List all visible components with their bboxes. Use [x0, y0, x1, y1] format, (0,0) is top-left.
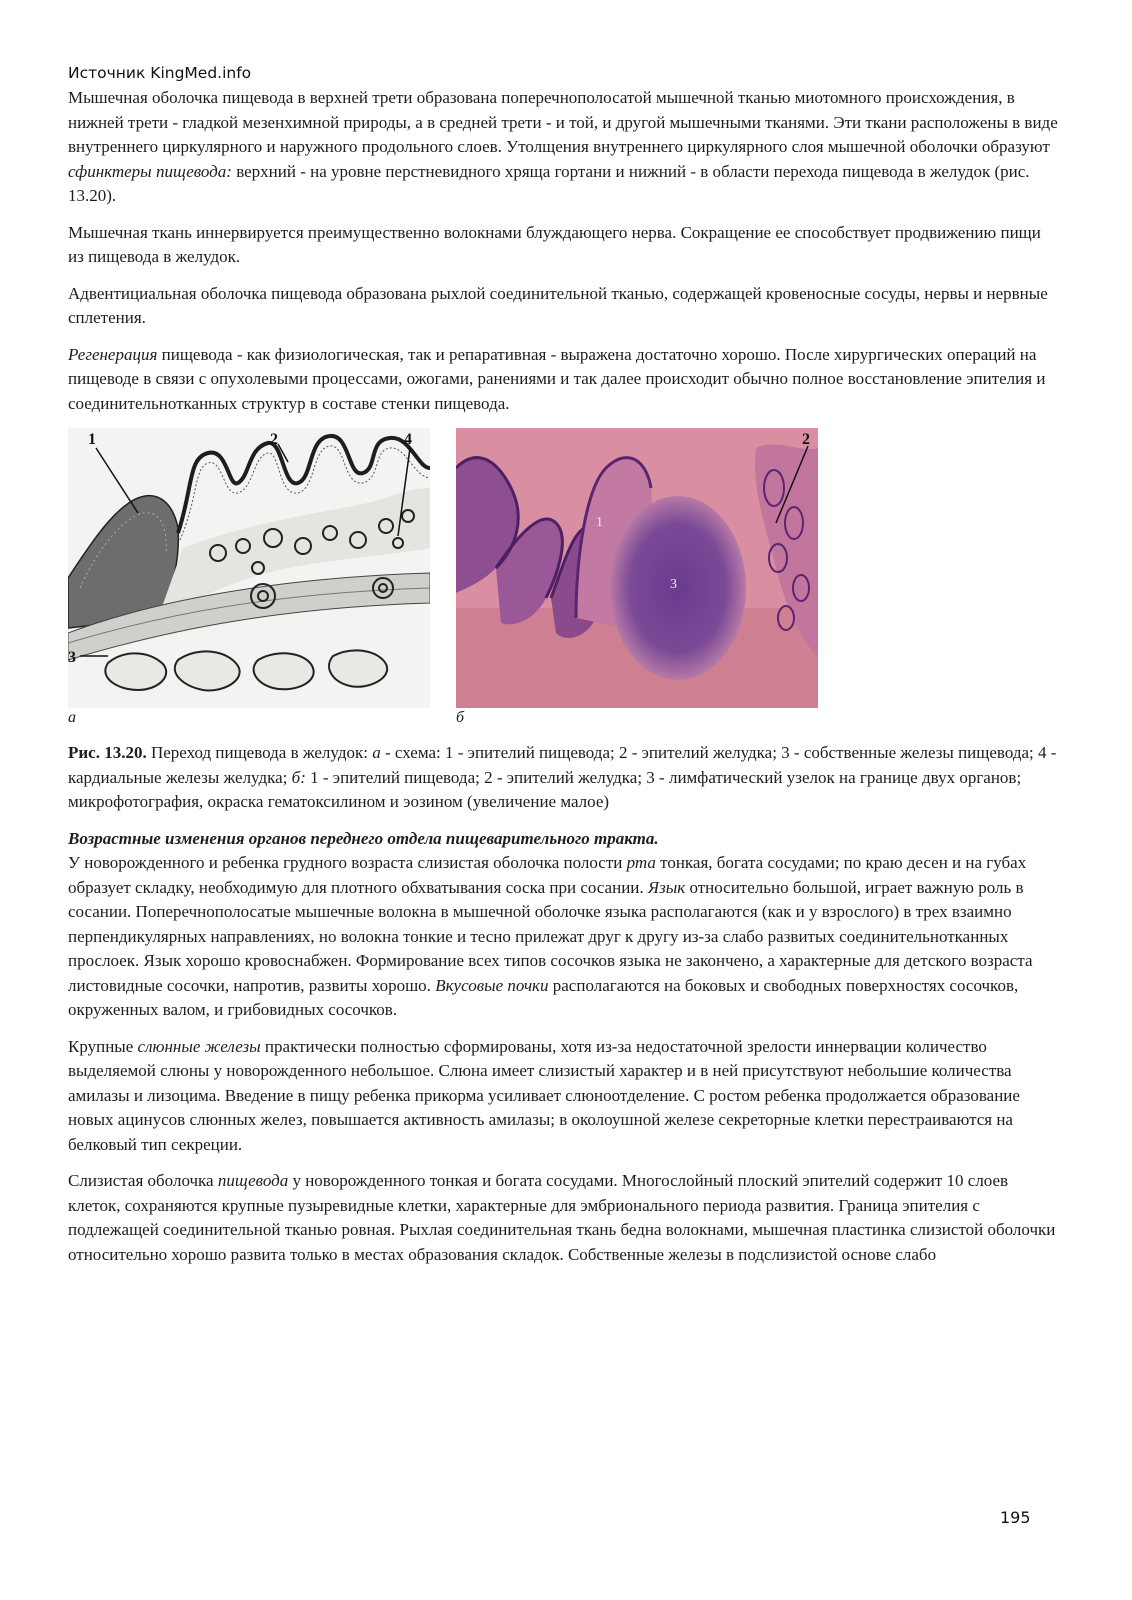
text-run: Слизистая оболочка	[68, 1171, 218, 1190]
term-taste-buds: Вкусовые почки	[435, 975, 549, 995]
figure-label-a: а	[68, 709, 76, 726]
text-run: у новорожденного тонкая и богата сосудами. Многослойный плоский эпителий содержит 10 слоев клеток, сохраняются крупные пузыревидные клетки, характерные для эмбрионального периода развития. Граница эпителия с подлежащей соединительной тканью ровная. Рыхлая соединительная ткань бедна волокнами, мышечная пластинка слизистой оболочки относительно хорошо развита только в местах образования складок. Собственные железы в подслизистой основе слабо	[68, 1171, 1056, 1264]
text-run: У новорожденного и ребенка грудного возраста слизистая оболочка полости	[68, 853, 627, 872]
text-run: Переход пищевода в желудок:	[146, 743, 373, 762]
text-run: 1 - эпителий пищевода; 2 - эпителий желудка; 3 - лимфатический узелок на границе двух органов; микрофотография, окраска гематоксилином и эозином (увеличение малое)	[68, 767, 1022, 811]
figure-caption	[68, 741, 1058, 815]
caption-label: Рис. 13.20.	[68, 743, 147, 762]
scheme-image	[68, 428, 430, 708]
text-run: - схема: 1 - эпителий пищевода; 2 - эпителий желудка; 3 - собственные железы пищевода; 4 - кардиальные железы желудка;	[68, 743, 1057, 787]
scheme-label-2: 2	[270, 431, 278, 448]
paragraph-adventitia: Адвентициальная оболочка пищевода образована рыхлой соединительной тканью, содержащей кровеносные сосуды, нервы и нервные сплетения.	[68, 283, 1048, 327]
caption-em: а	[372, 743, 381, 762]
page-number: 195	[1000, 1508, 1031, 1527]
figure-13-20	[68, 428, 1058, 733]
figure-label-b: б	[456, 709, 465, 726]
term-tongue: Язык	[647, 877, 686, 897]
photo-label-3: 3	[670, 577, 677, 592]
text-run: Мышечная оболочка пищевода в верхней трети образована поперечнополосатой мышечной тканью миотомного происхождения, в нижней трети - гладкой мезенхимной природы, а в средней трети - и той, и другой мышечными тканями. Эти ткани расположены в виде внутреннего циркулярного и наружного продольного слоев. Утолщения внутреннего циркулярного слоя мышечной оболочки образуют	[68, 88, 1058, 156]
photo-label-1: 1	[596, 515, 603, 530]
text-run: верхний - на уровне перстневидного хряща гортани и нижний - в области перехода пищевода в желудок (рис. 13.20).	[68, 161, 1030, 205]
scheme-label-4: 4	[404, 431, 412, 448]
text-run: пищевода - как физиологическая, так и репаративная - выражена достаточно хорошо. После хирургических операций на пищеводе в связи с опухолевыми процессами, ожогами, ранениями и так далее происходит обычно полное восстановление эпителия и соединительнотканных структур в составе стенки пищевода.	[68, 344, 1046, 413]
paragraph-age-changes-mouth	[68, 827, 1058, 1023]
term-sphincters: сфинктеры пищевода:	[68, 161, 232, 181]
text-run: тонкая, богата сосудами; по краю десен и на губах образует складку, необходимую для плотного обхватывания соска при сосании.	[68, 853, 1027, 897]
text-run: относительно большой, играет важную роль в сосании. Поперечнополосатые мышечные волокна в мышечной оболочке языка располагаются (как и у взрослого) в трех взаимно перпендикулярных направлениях, но волокна тонкие и тесно прилежат друг к другу из-за слабо развитых соединительнотканных прослоек. Язык хорошо кровоснабжен. Формирование всех типов сосочков языка не закончено, а характерные для детского возраста листовидные сосочки, напротив, развиты хорошо.	[68, 877, 1033, 995]
page-content	[68, 62, 1058, 1279]
term-esophagus: пищевода	[217, 1171, 289, 1190]
caption-em: б:	[291, 767, 306, 787]
photo-label-2: 2	[802, 431, 810, 448]
section-title: Возрастные изменения органов переднего отдела пищеварительного тракта.	[68, 828, 659, 848]
source-header: Источник KingMed.info	[68, 64, 252, 82]
scheme-label-1: 1	[88, 431, 96, 448]
term-regeneration: Регенерация	[68, 344, 158, 364]
paragraph-salivary-glands	[68, 1035, 1058, 1158]
paragraph-regeneration	[68, 343, 1058, 417]
micrograph-image	[456, 428, 818, 708]
scheme-label-3: 3	[68, 649, 76, 666]
term-salivary-glands: слюнные железы	[137, 1036, 261, 1056]
paragraph-innervation: Мышечная ткань иннервируется преимущественно волокнами блуждающего нерва. Сокращение ее способствует продвижению пищи из пищевода в желудок.	[68, 222, 1041, 266]
text-run: Крупные	[68, 1036, 138, 1056]
text-run: практически полностью сформированы, хотя из-за недостаточной зрелости иннервации количество выделяемой слюны у новорожденного небольшое. Слюна имеет слизистый характер и в ней присутствуют небольшие количества амилазы и лизоцима. Введение в пищу ребенка прикорма усиливает слюноотделение. С ростом ребенка продолжается образование новых ацинусов слюнных желез, повышается активность амилазы; в околоушной железе секреторные клетки перестраиваются на белковый тип секреции.	[68, 1036, 1020, 1154]
paragraph-muscular-layer	[68, 86, 1058, 209]
paragraph-esophagus-newborn	[68, 1169, 1058, 1267]
text-run: располагаются на боковых и свободных поверхностях сосочков, окруженных валом, и грибовидных сосочков.	[68, 975, 1019, 1019]
term-mouth: рта	[626, 853, 656, 872]
